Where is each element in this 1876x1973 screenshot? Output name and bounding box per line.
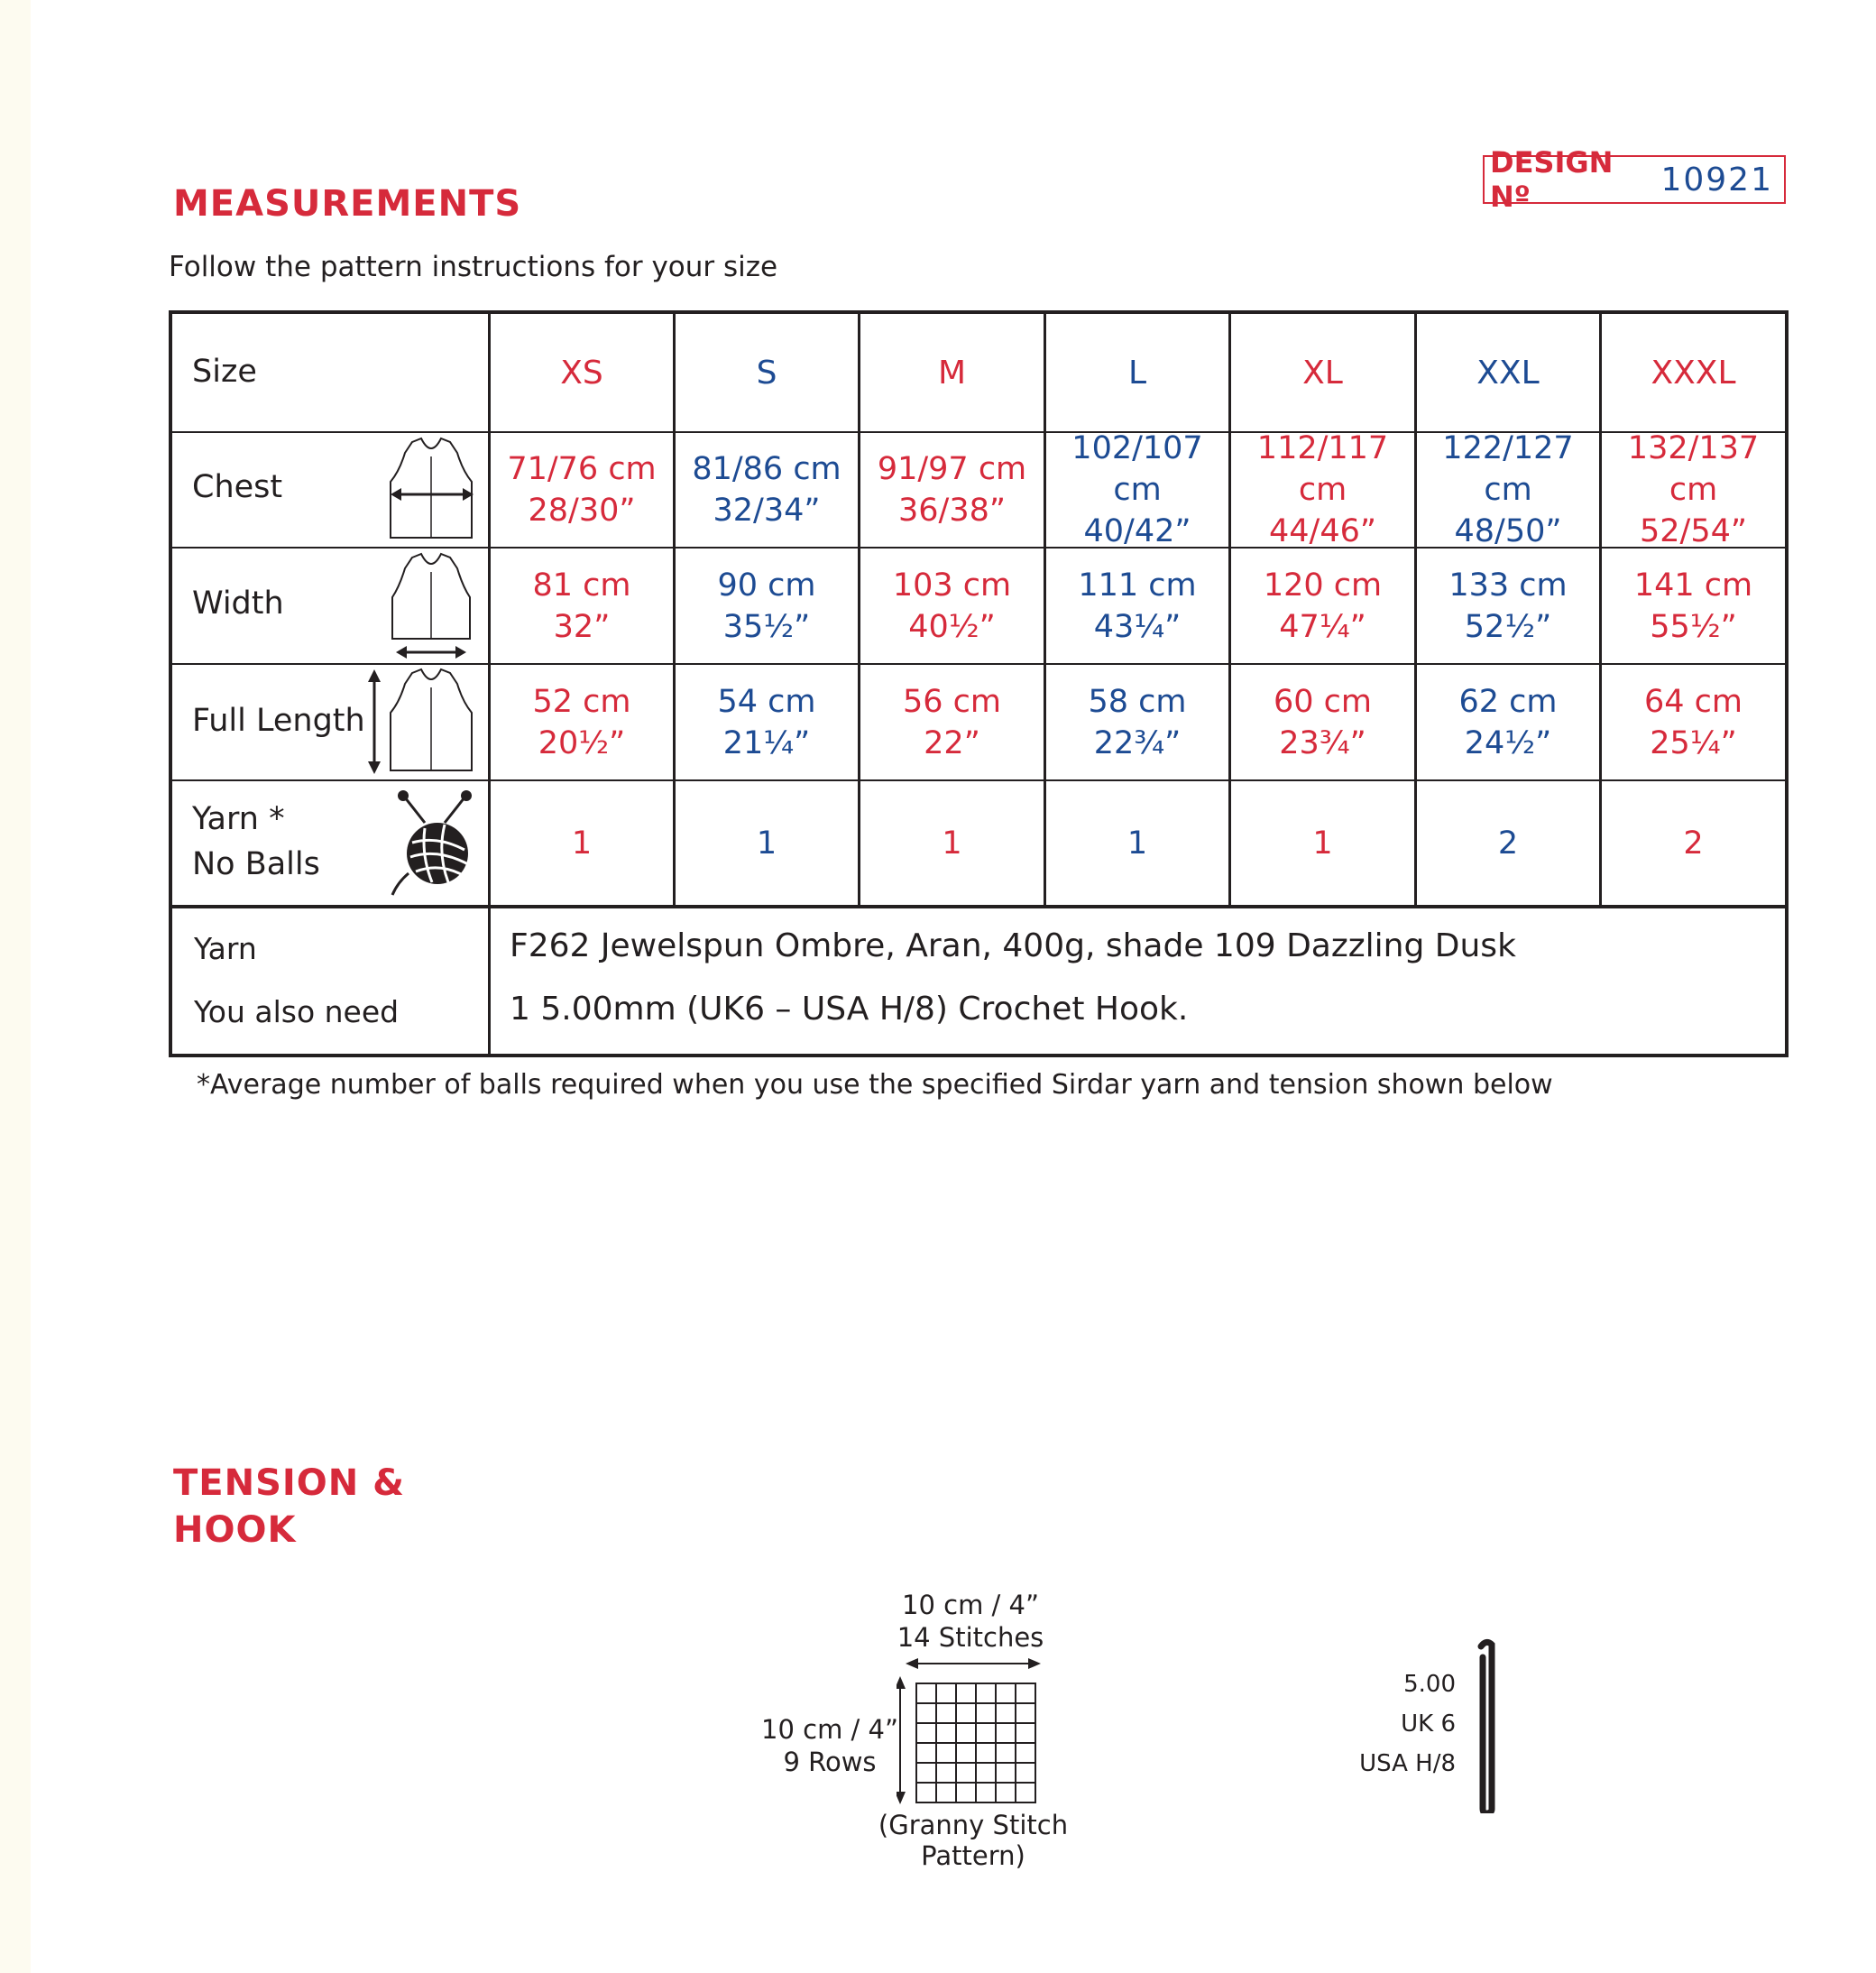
hook-usa: USA H/8 (1359, 1750, 1456, 1777)
footnote: *Average number of balls required when you use the specified Sirdar yarn and tension shown below (197, 1069, 1553, 1101)
subtitle: Follow the pattern instructions for your size (169, 251, 778, 283)
size-header-l: L (1127, 354, 1147, 392)
width-garment-icon (385, 550, 477, 662)
page (31, 0, 1876, 1973)
yarn-value: F262 Jewelspun Ombre, Aran, 400g, shade 109 Dazzling Dusk (510, 927, 1516, 964)
length-cell-m: 56 cm 22” (903, 683, 1001, 761)
size-header-xs: XS (560, 354, 603, 392)
length-cell-xxxl: 64 cm 25¼” (1644, 683, 1743, 761)
size-label: Size (192, 354, 257, 390)
tension-stitches: 14 Stitches (897, 1622, 1044, 1653)
tension-width-measure: 10 cm / 4” (902, 1590, 1039, 1620)
tension-rows: 9 Rows (783, 1747, 877, 1777)
tension-heading-1: TENSION & (173, 1462, 406, 1504)
also-need-label: You also need (194, 994, 400, 1029)
chest-cell-l: 102/107 cm 40/42” (1071, 430, 1203, 549)
design-number-box (1483, 145, 1786, 214)
balls-cell-xl: 1 (1312, 825, 1333, 862)
size-header-m: M (937, 354, 967, 392)
width-cell-xxl: 133 cm 52½” (1448, 567, 1568, 645)
chest-cell-xxl: 122/127 cm 48/50” (1442, 430, 1574, 549)
length-cell-xs: 52 cm 20½” (532, 683, 631, 761)
tension-heading-2: HOOK (173, 1509, 297, 1551)
width-cell-xs: 81 cm 32” (532, 567, 631, 645)
length-cell-xl: 60 cm 23¾” (1274, 683, 1372, 761)
also-need-value: 1 5.00mm (UK6 – USA H/8) Crochet Hook. (510, 991, 1189, 1028)
hook-size: 5.00 (1403, 1671, 1456, 1698)
chest-cell-xl: 112/117 cm 44/46” (1256, 430, 1389, 549)
length-cell-xxl: 62 cm 24½” (1458, 683, 1558, 761)
design-number: 10921 (1660, 161, 1773, 198)
crochet-hook-icon (1474, 1637, 1501, 1813)
balls-label-2: No Balls (192, 846, 320, 882)
size-header-xxxl: XXXL (1651, 354, 1736, 392)
chest-cell-xxxl: 132/137 cm 52/54” (1627, 430, 1760, 549)
balls-cell-s: 1 (756, 825, 777, 862)
length-cell-l: 58 cm 22¾” (1088, 683, 1187, 761)
chest-label: Chest (192, 469, 283, 505)
width-cell-xxxl: 141 cm 55½” (1633, 567, 1753, 645)
width-label: Width (192, 585, 284, 622)
length-label: Full Length (192, 703, 365, 739)
length-cell-s: 54 cm 21¼” (717, 683, 816, 761)
tension-pattern-note: (Granny Stitch Pattern) (878, 1810, 1069, 1871)
balls-cell-xs: 1 (571, 825, 593, 862)
yarn-label: Yarn (194, 931, 257, 966)
size-header-s: S (756, 354, 777, 392)
hook-uk: UK 6 (1401, 1710, 1456, 1738)
width-cell-l: 111 cm 43¼” (1078, 567, 1197, 645)
balls-cell-xxxl: 2 (1683, 825, 1704, 862)
chest-cell-xs: 71/76 cm 28/30” (507, 451, 657, 529)
length-garment-icon (362, 666, 477, 778)
balls-cell-m: 1 (942, 825, 962, 862)
width-cell-m: 103 cm 40½” (892, 567, 1012, 645)
width-cell-s: 90 cm 35½” (717, 567, 816, 645)
tension-swatch-grid-icon (897, 1653, 1077, 1808)
balls-label-1: Yarn * (192, 801, 285, 837)
chest-garment-icon (385, 435, 477, 547)
measurements-heading: MEASUREMENTS (173, 183, 522, 225)
yarn-ball-icon (389, 783, 479, 899)
tension-height-measure: 10 cm / 4” (761, 1714, 898, 1745)
size-header-xl: XL (1302, 354, 1343, 392)
width-cell-xl: 120 cm 47¼” (1263, 567, 1383, 645)
balls-cell-l: 1 (1127, 825, 1148, 862)
chest-cell-s: 81/86 cm 32/34” (692, 451, 841, 529)
measurements-table (169, 310, 1789, 1057)
chest-cell-m: 91/97 cm 36/38” (877, 451, 1027, 529)
design-label: DESIGN Nº (1490, 145, 1614, 214)
balls-cell-xxl: 2 (1497, 825, 1519, 862)
size-header-xxl: XXL (1476, 354, 1540, 392)
